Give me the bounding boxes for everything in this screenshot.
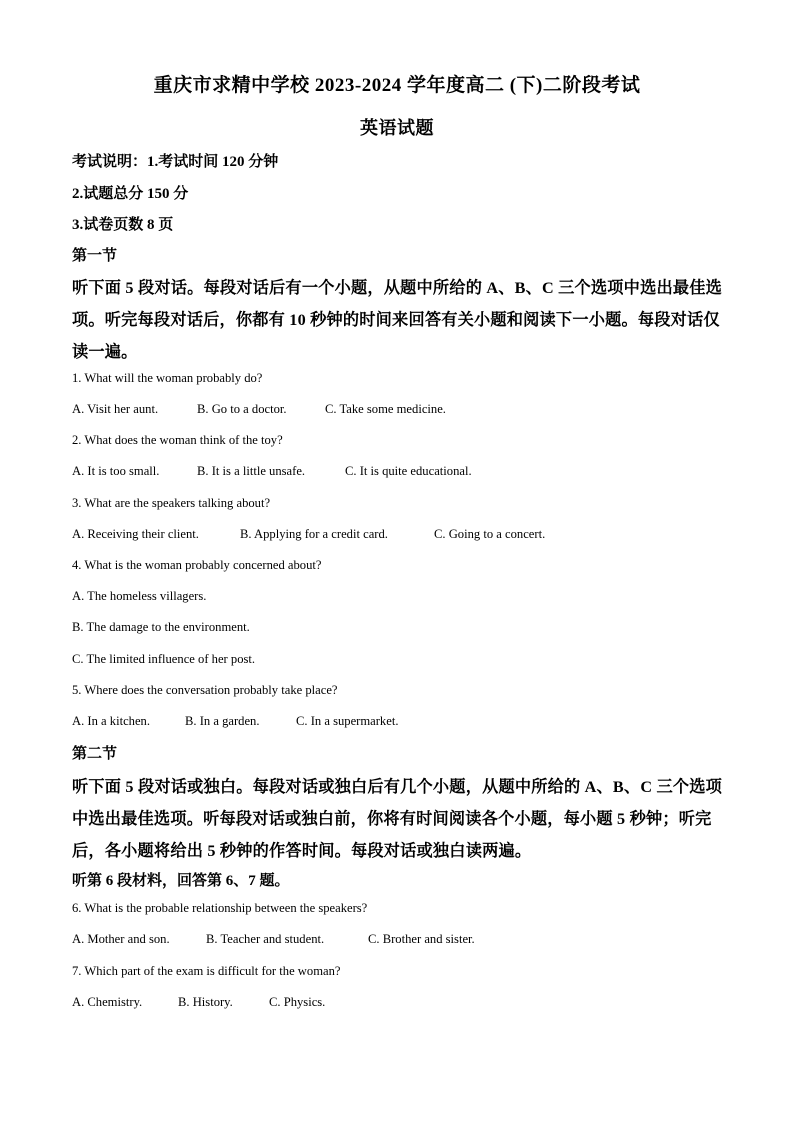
option-a: A. Chemistry. — [72, 995, 143, 1009]
exam-note-score: 2.试题总分 150 分 — [72, 186, 189, 202]
question-1-options — [72, 402, 446, 417]
question-6: 6. What is the probable relationship between the speakers? — [72, 901, 368, 915]
option-b: B. Applying for a credit card. — [240, 527, 388, 541]
section1-instruction-line: 读一遍。 — [72, 343, 138, 361]
section1-heading: 第一节 — [72, 248, 118, 264]
option-b: B. Go to a doctor. — [197, 402, 287, 416]
question-3: 3. What are the speakers talking about? — [72, 496, 271, 510]
question-5-options — [72, 714, 398, 729]
question-2-options — [72, 464, 472, 479]
option-a: A. Receiving their client. — [72, 527, 199, 541]
option-c: C. The limited influence of her post. — [72, 652, 256, 666]
section2-instruction-line: 听下面 5 段对话或独白。每段对话或独白后有几个小题，从题中所给的 A、B、C 三个选项 — [72, 778, 723, 796]
question-6-options — [72, 932, 475, 947]
option-a: A. Visit her aunt. — [72, 402, 159, 416]
option-c: C. Brother and sister. — [368, 932, 475, 946]
section1-instruction-line: 听下面 5 段对话。每段对话后有一个小题，从题中所给的 A、B、C 三个选项中选出最佳选 — [72, 279, 723, 297]
question-2: 2. What does the woman think of the toy? — [72, 433, 283, 447]
material-6-heading: 听第 6 段材料，回答第 6、7 题。 — [72, 873, 290, 889]
option-c: C. In a supermarket. — [296, 714, 399, 728]
option-b: B. The damage to the environment. — [72, 620, 250, 634]
exam-note-pages: 3.试卷页数 8 页 — [72, 217, 174, 233]
exam-note-time: 考试说明：1.考试时间 120 分钟 — [72, 154, 279, 170]
exam-subtitle: 英语试题 — [360, 118, 434, 138]
option-a: A. It is too small. — [72, 464, 160, 478]
exam-title: 重庆市求精中学校 2023-2024 学年度高二 (下)二阶段考试 — [153, 75, 641, 96]
option-b: B. History. — [178, 995, 233, 1009]
option-b: B. Teacher and student. — [206, 932, 325, 946]
question-3-options — [72, 527, 545, 542]
option-b: B. It is a little unsafe. — [197, 464, 306, 478]
section2-instruction-line: 中选出最佳选项。听每段对话或独白前，你将有时间阅读各个小题，每小题 5 秒钟；听完 — [72, 810, 712, 828]
question-7: 7. Which part of the exam is difficult for the woman? — [72, 964, 341, 978]
section2-heading: 第二节 — [72, 746, 118, 762]
option-c: C. Going to a concert. — [434, 527, 546, 541]
option-a: A. Mother and son. — [72, 932, 170, 946]
option-c: C. Physics. — [269, 995, 326, 1009]
option-b: B. In a garden. — [185, 714, 260, 728]
section1-instruction-line: 项。听完每段对话后，你都有 10 秒钟的时间来回答有关小题和阅读下一小题。每段对话仅 — [72, 311, 720, 329]
section2-instruction-line: 后，各小题将给出 5 秒钟的作答时间。每段对话或独白读两遍。 — [72, 842, 532, 860]
option-a: A. The homeless villagers. — [72, 589, 207, 603]
option-a: A. In a kitchen. — [72, 714, 150, 728]
question-7-options — [72, 995, 325, 1010]
option-c: C. It is quite educational. — [345, 464, 472, 478]
question-4: 4. What is the woman probably concerned about? — [72, 558, 322, 572]
question-1: 1. What will the woman probably do? — [72, 371, 263, 385]
option-c: C. Take some medicine. — [325, 402, 446, 416]
question-5: 5. Where does the conversation probably take place? — [72, 683, 338, 697]
